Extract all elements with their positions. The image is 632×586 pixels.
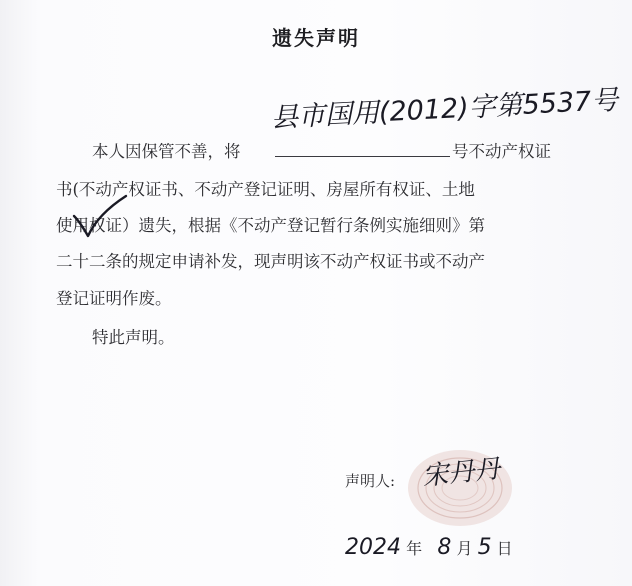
closing-line: 特此声明。	[92, 328, 175, 347]
body-line-2: 书(不动产权证书、不动产登记证明、房屋所有权证、土地	[56, 180, 475, 199]
body-line-3: 使用权证）遗失，根据《不动产登记暂行条例实施细则》第	[56, 216, 485, 235]
fill-in-underline	[275, 156, 450, 157]
checkmark-icon	[70, 192, 130, 242]
declaration-date	[345, 535, 513, 560]
date-year-unit: 年	[406, 539, 423, 558]
declarant-label: 声明人:	[345, 472, 396, 490]
document-title: 遗失声明	[272, 26, 360, 50]
date-month-unit: 月	[456, 539, 473, 558]
body-line-1-prefix: 本人因保管不善，将	[92, 142, 241, 161]
date-month: 8	[437, 535, 452, 560]
handwritten-signature: 宋丹丹	[420, 453, 502, 492]
handwritten-certificate-number: 县市国用(2012)字第5537号	[270, 84, 619, 135]
body-line-4: 二十二条的规定申请补发，现声明该不动产权证书或不动产	[56, 252, 485, 271]
date-day-unit: 日	[496, 539, 513, 558]
body-line-5: 登记证明作废。	[56, 289, 172, 308]
body-line-1-suffix: 号不动产权证	[452, 142, 551, 161]
date-year: 2024	[345, 535, 401, 560]
date-day: 5	[477, 535, 492, 560]
